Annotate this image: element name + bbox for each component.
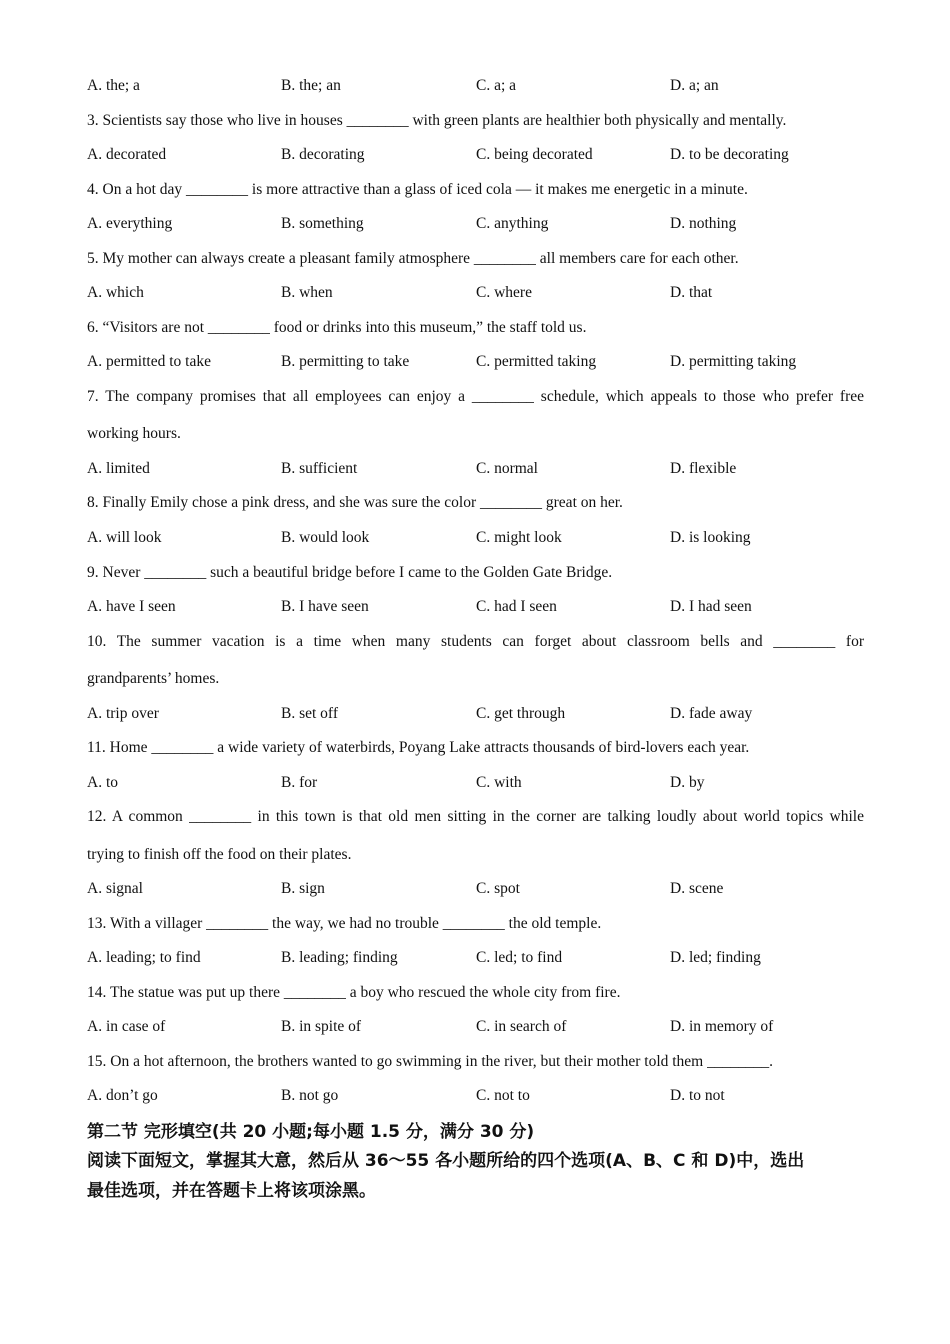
q8-options [87,528,867,548]
q3-option-c: C. being decorated [476,146,593,163]
q12-stem-line2: trying to finish off the food on their plates. [87,846,352,863]
q3-stem: 3. Scientists say those who live in houses ________ with green plants are healthier both physically and mentally. [87,112,787,129]
q7-stem-line2: working hours. [87,425,181,442]
q6-option-c: C. permitted taking [476,353,597,370]
q11-option-c: C. with [476,774,522,791]
q5-option-b: B. when [281,284,333,301]
q14-option-d: D. in memory of [670,1018,774,1035]
q13-option-d: D. led; finding [670,949,761,966]
q8-option-c: C. might look [476,529,562,546]
q15-options [87,1086,867,1106]
q7-option-a: A. limited [87,460,150,477]
q13-stem: 13. With a villager ________ the way, we had no trouble ________ the old temple. [87,915,602,932]
q10-options [87,704,867,724]
q5-options [87,283,867,303]
q7-option-d: D. flexible [670,460,737,477]
q6-options [87,352,867,372]
q9-options [87,597,867,617]
q7-stem-line1: 7. The company promises that all employees can enjoy a ________ schedule, which appeals to those who prefer free [87,388,864,405]
q4-stem: 4. On a hot day ________ is more attractive than a glass of iced cola — it makes me energetic in a minute. [87,181,748,198]
q15-option-b: B. not go [281,1087,339,1104]
q15-option-a: A. don’t go [87,1087,158,1104]
q10-option-a: A. trip over [87,705,159,722]
q11-option-b: B. for [281,774,318,791]
q8-option-d: D. is looking [670,529,751,546]
q2-option-a: A. the; a [87,77,140,94]
q4-option-a: A. everything [87,215,173,232]
q2-option-b: B. the; an [281,77,341,94]
q14-option-b: B. in spite of [281,1018,362,1035]
q4-options [87,214,867,234]
q15-option-d: D. to not [670,1087,725,1104]
q7-options [87,459,867,479]
q10-stem-line2: grandparents’ homes. [87,670,220,687]
q11-option-a: A. to [87,774,118,791]
q10-option-d: D. fade away [670,705,753,722]
q5-option-d: D. that [670,284,713,301]
q13-option-a: A. leading; to find [87,949,201,966]
q15-stem: 15. On a hot afternoon, the brothers wanted to go swimming in the river, but their mother told them ________. [87,1053,773,1070]
q3-options [87,145,867,165]
q15-option-c: C. not to [476,1087,530,1104]
q12-option-c: C. spot [476,880,520,897]
q9-option-a: A. have I seen [87,598,176,615]
q12-option-a: A. signal [87,880,143,897]
q13-option-b: B. leading; finding [281,949,398,966]
section-instruction-line1: 阅读下面短文，掌握其大意，然后从 36～55 各小题所给的四个选项(A、B、C 和 D)中，选出 [87,1151,805,1171]
q9-option-c: C. had I seen [476,598,557,615]
q8-stem: 8. Finally Emily chose a pink dress, and she was sure the color ________ great on her. [87,494,623,511]
q6-option-b: B. permitting to take [281,353,410,370]
q12-option-b: B. sign [281,880,325,897]
q5-option-c: C. where [476,284,532,301]
q11-options [87,773,867,793]
q6-stem: 6. “Visitors are not ________ food or drinks into this museum,” the staff told us. [87,319,587,336]
q3-option-a: A. decorated [87,146,167,163]
q10-option-b: B. set off [281,705,338,722]
q5-stem: 5. My mother can always create a pleasant family atmosphere ________ all members care for each other. [87,250,739,267]
q14-option-c: C. in search of [476,1018,567,1035]
q3-option-d: D. to be decorating [670,146,789,163]
q4-option-d: D. nothing [670,215,737,232]
section-title: 第二节 完形填空(共 20 小题;每小题 1.5 分，满分 30 分) [87,1122,535,1142]
q13-option-c: C. led; to find [476,949,563,966]
q14-option-a: A. in case of [87,1018,166,1035]
q7-option-b: B. sufficient [281,460,358,477]
q12-stem-line1: 12. A common ________ in this town is that old men sitting in the corner are talking loudly about world topics while [87,808,864,825]
section-instruction-line2: 最佳选项，并在答题卡上将该项涂黑。 [87,1181,376,1201]
q2-options [87,76,867,96]
q3-option-b: B. decorating [281,146,365,163]
q10-option-c: C. get through [476,705,566,722]
q11-stem: 11. Home ________ a wide variety of waterbirds, Poyang Lake attracts thousands of bird-lovers each year. [87,739,750,756]
q9-option-b: B. I have seen [281,598,369,615]
q13-options [87,948,867,968]
q4-option-c: C. anything [476,215,549,232]
q9-stem: 9. Never ________ such a beautiful bridge before I came to the Golden Gate Bridge. [87,564,613,581]
q14-options [87,1017,867,1037]
q8-option-a: A. will look [87,529,162,546]
q6-option-a: A. permitted to take [87,353,211,370]
q5-option-a: A. which [87,284,144,301]
q9-option-d: D. I had seen [670,598,752,615]
q12-option-d: D. scene [670,880,724,897]
q7-option-c: C. normal [476,460,538,477]
q14-stem: 14. The statue was put up there ________ a boy who rescued the whole city from fire. [87,984,621,1001]
q2-option-c: C. a; a [476,77,517,94]
q2-option-d: D. a; an [670,77,719,94]
q11-option-d: D. by [670,774,705,791]
q10-stem-line1: 10. The summer vacation is a time when many students can forget about classroom bells and ________ for [87,633,864,650]
q8-option-b: B. would look [281,529,370,546]
q4-option-b: B. something [281,215,364,232]
q12-options [87,879,867,899]
q6-option-d: D. permitting taking [670,353,797,370]
